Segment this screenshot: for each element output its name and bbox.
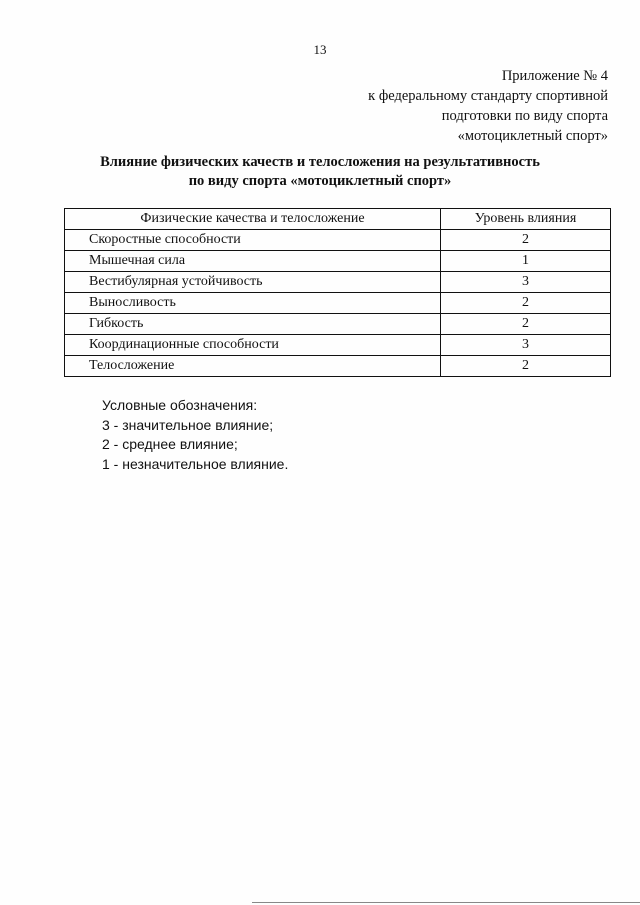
table-row: [65, 272, 611, 293]
table-row: [65, 230, 611, 251]
appendix-line: к федеральному стандарту спортивной: [368, 88, 608, 104]
legend-item: 3 - значительное влияние;: [102, 416, 274, 433]
quality-cell: Выносливость: [65, 293, 441, 314]
legend-item: 1 - незначительное влияние.: [102, 455, 289, 472]
level-cell: 2: [441, 356, 611, 377]
table-row: [65, 335, 611, 356]
level-cell: 3: [441, 335, 611, 356]
qualities-table: [64, 208, 611, 377]
appendix-heading: [368, 66, 608, 146]
level-cell: 2: [441, 230, 611, 251]
table-row: [65, 356, 611, 377]
quality-cell: Скоростные способности: [65, 230, 441, 251]
column-header-quality: Физические качества и телосложение: [65, 209, 441, 230]
legend: [102, 396, 288, 474]
quality-cell: Телосложение: [65, 356, 441, 377]
document-title: [0, 153, 640, 191]
table-header-row: [65, 209, 611, 230]
appendix-line: Приложение № 4: [501, 68, 608, 84]
level-cell: 1: [441, 251, 611, 272]
column-header-level: Уровень влияния: [441, 209, 611, 230]
quality-cell: Координационные способности: [65, 335, 441, 356]
level-cell: 2: [441, 293, 611, 314]
quality-cell: Гибкость: [65, 314, 441, 335]
table-row: [65, 314, 611, 335]
table-row: [65, 293, 611, 314]
legend-title: Условные обозначения:: [102, 397, 258, 413]
appendix-line: подготовки по виду спорта: [441, 108, 608, 124]
scan-edge-divider: [252, 902, 640, 903]
legend-item: 2 - среднее влияние;: [102, 436, 238, 452]
quality-cell: Мышечная сила: [65, 251, 441, 272]
level-cell: 2: [441, 314, 611, 335]
appendix-line: «мотоциклетный спорт»: [457, 128, 608, 144]
title-line: Влияние физических качеств и телосложения на результативность: [100, 154, 540, 170]
quality-cell: Вестибулярная устойчивость: [65, 272, 441, 293]
level-cell: 3: [441, 272, 611, 293]
title-line: по виду спорта «мотоциклетный спорт»: [188, 173, 452, 189]
table-row: [65, 251, 611, 272]
page-number: 13: [313, 42, 327, 57]
